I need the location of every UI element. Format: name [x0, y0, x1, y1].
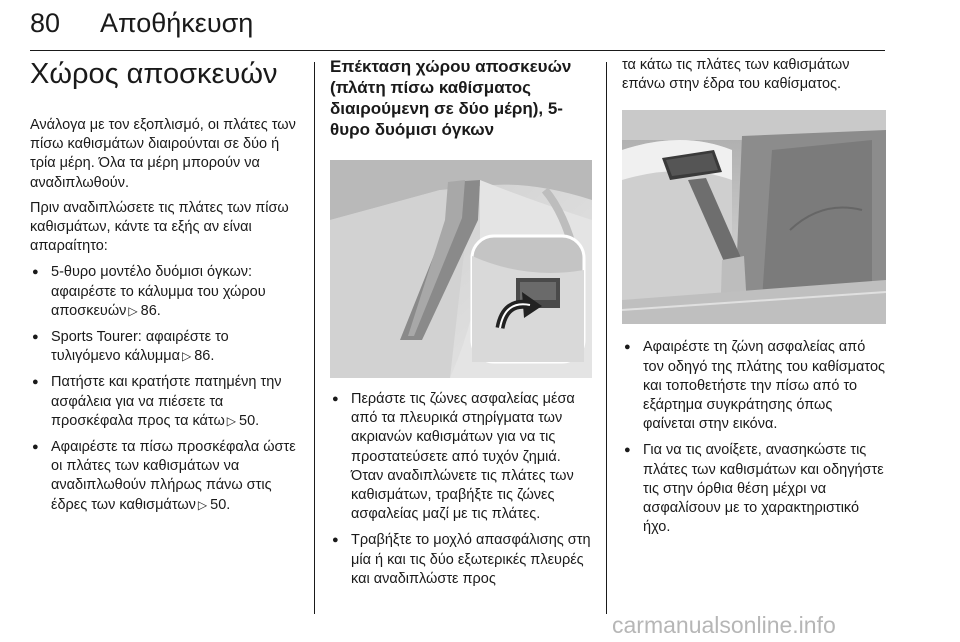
list-item	[30, 373, 302, 431]
list-item-text: Sports Tourer: αφαιρέστε το τυλιγόμενο κάλυμμα	[51, 329, 229, 365]
running-section-title: Αποθήκευση	[100, 8, 254, 38]
bullet-list	[330, 390, 592, 589]
subsection-heading: Επέκταση χώρου αποσκευών (πλάτη πίσω καθίσματος διαιρούμενη σε δύο μέρη), 5-θυρο δυόμισι όγκων	[330, 57, 572, 139]
page-number: 80	[30, 8, 61, 38]
column-2	[330, 56, 592, 589]
list-item-text: Πατήστε και κρατήστε πατημένη την ασφάλεια για να πιέσετε τα προσκέφαλα προς τα κάτω	[51, 374, 282, 429]
arrow-right-outline-icon: ▷	[226, 413, 237, 428]
seat-illustration-svg	[330, 160, 592, 378]
seat-illustration-svg	[622, 110, 886, 324]
watermark: carmanualsonline.info	[612, 612, 836, 638]
page-reference[interactable]: 86.	[194, 348, 215, 365]
arrow-right-outline-icon: ▷	[128, 303, 138, 318]
bullet-list	[622, 338, 886, 537]
paragraph: τα κάτω τις πλάτες των καθισμάτων επάνω στην έδρα του καθίσματος.	[622, 57, 850, 93]
seatbelt-release-illustration	[330, 160, 592, 378]
page-reference[interactable]: 86.	[140, 302, 161, 319]
column-divider	[606, 62, 607, 614]
arrow-right-outline-icon: ▷	[197, 497, 208, 512]
page-reference[interactable]: 50.	[239, 412, 260, 429]
column-divider	[314, 62, 315, 614]
paragraph: Πριν αναδιπλώσετε τις πλάτες των πίσω καθισμάτων, κάντε τα εξής αν είναι απαραίτητο:	[30, 199, 289, 255]
paragraph: Ανάλογα με τον εξοπλισμό, οι πλάτες των πίσω καθισμάτων διαιρούνται σε δύο ή τρία μέρη. Όλα τα μέρη μπορούν να αναδιπλωθούν.	[30, 117, 296, 191]
list-item: ● Αφαιρέστε τη ζώνη ασφαλείας από τον οδηγό της πλάτης του καθίσματος και τοποθετήστε την πίσω από το εξάρτημα συγκράτησης όπως φαίνεται στην εικόνα.	[622, 338, 886, 434]
page-header	[30, 6, 885, 51]
arrow-right-outline-icon: ▷	[182, 349, 192, 364]
bullet-list	[30, 263, 302, 514]
list-item: ● Για να τις ανοίξετε, ανασηκώστε τις πλάτες των καθισμάτων και οδηγήστε τις στην όρθια θέση μέχρι να ασφαλίσουν με το χαρακτηριστικό ήχο.	[622, 441, 886, 537]
list-item-text: 5-θυρο μοντέλο δυόμισι όγκων: αφαιρέστε το κάλυμμα του χώρου αποσκευών	[51, 264, 266, 319]
section-title: Χώρος αποσκευών	[30, 58, 278, 90]
list-item	[30, 328, 302, 366]
column-3	[622, 56, 886, 537]
column-1	[30, 56, 302, 515]
list-item	[30, 263, 302, 321]
page-reference[interactable]: 50.	[210, 496, 231, 513]
list-item: ● Τραβήξτε το μοχλό απασφάλισης στη μία ή και τις δύο εξωτερικές πλευρές και αναδιπλώστε προς	[330, 531, 592, 589]
list-item: ● Περάστε τις ζώνες ασφαλείας μέσα από τα πλευρικά στηρίγματα των ακριανών καθισμάτων για να τις προστατεύσετε από τυχόν ζημιά. Όταν αναδιπλώνετε τις πλάτες των καθισμάτων, τραβήξτε τις ζώνες ασφαλείας μαζί με τις πλάτες.	[330, 390, 592, 524]
list-item	[30, 438, 302, 515]
list-item-text: Αφαιρέστε τα πίσω προσκέφαλα ώστε οι πλάτες των καθισμάτων να αναδιπλωθούν πλήρως πάνω στις έδρες των καθισμάτων	[51, 439, 296, 513]
seatbelt-guide-illustration	[622, 110, 886, 324]
